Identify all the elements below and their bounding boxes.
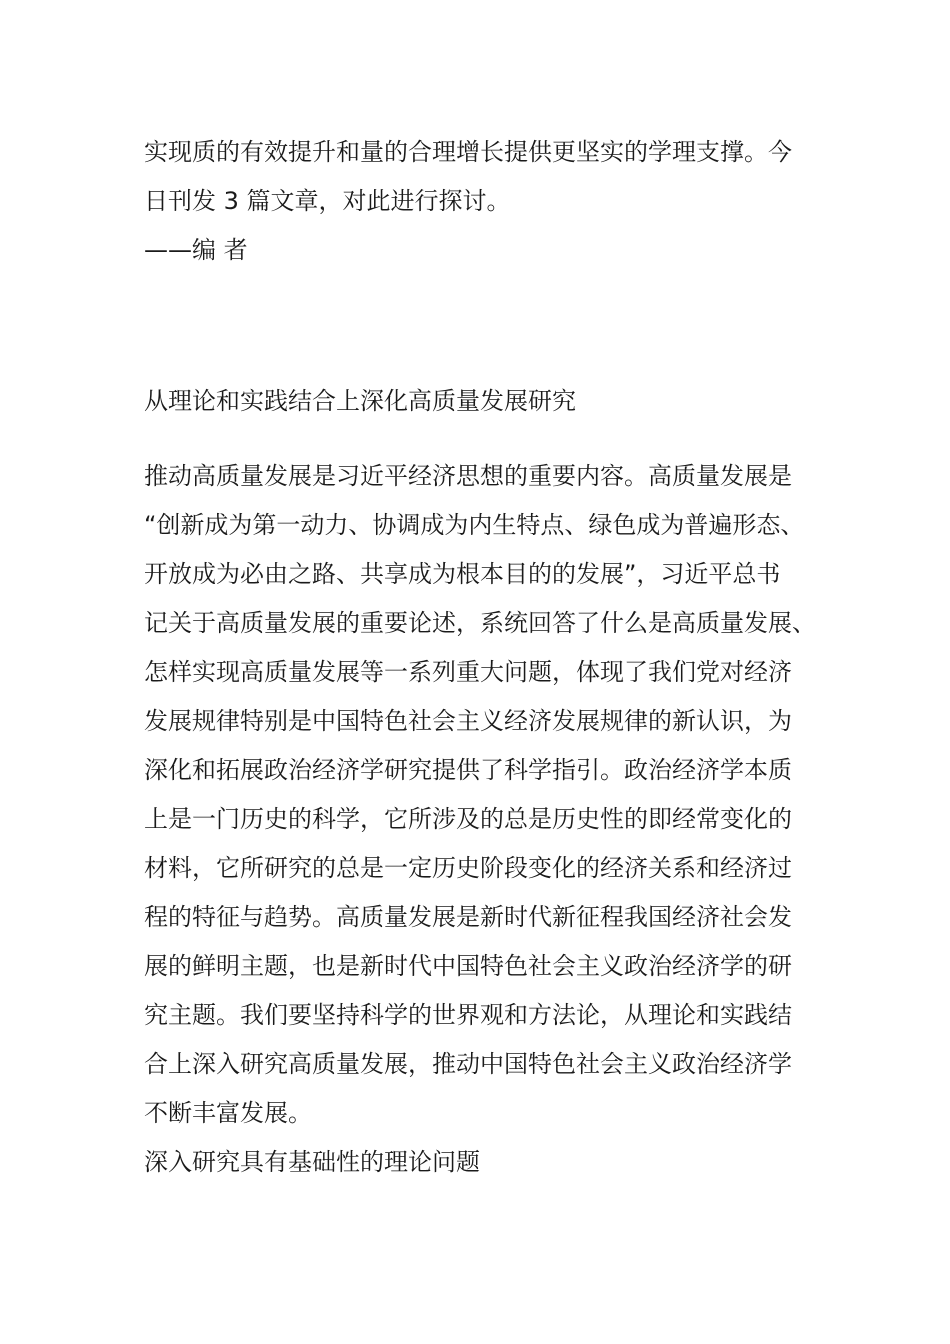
intro-text-line: 实现质的有效提升和量的合理增长提供更坚实的学理支撑。今: [144, 138, 792, 166]
paragraph-line: 上是一门历史的科学，它所涉及的总是历史性的即经常变化的: [144, 805, 792, 833]
paragraph-line: “创新成为第一动力、协调成为内生特点、绿色成为普遍形态、: [144, 511, 805, 539]
paragraph-line: 怎样实现高质量发展等一系列重大问题，体现了我们党对经济: [144, 658, 792, 686]
paragraph-line: 推动高质量发展是习近平经济思想的重要内容。高质量发展是: [144, 462, 792, 490]
paragraph-line: 不断丰富发展。: [144, 1099, 312, 1127]
paragraph-line: 程的特征与趋势。高质量发展是新时代新征程我国经济社会发: [144, 903, 792, 931]
paragraph-line: 发展规律特别是中国特色社会主义经济发展规律的新认识，为: [144, 707, 792, 735]
paragraph-line: 记关于高质量发展的重要论述，系统回答了什么是高质量发展、: [144, 609, 816, 637]
paragraph-line: 开放成为必由之路、共享成为根本目的的发展”，习近平总书: [144, 560, 781, 588]
editor-signature: ——编 者: [144, 236, 248, 264]
paragraph-line: 合上深入研究高质量发展，推动中国特色社会主义政治经济学: [144, 1050, 792, 1078]
intro-text-line: 日刊发 3 篇文章，对此进行探讨。: [144, 187, 511, 215]
paragraph-line: 材料，它所研究的总是一定历史阶段变化的经济关系和经济过: [144, 854, 792, 882]
article-title: 从理论和实践结合上深化高质量发展研究: [144, 387, 576, 415]
paragraph-line: 展的鲜明主题，也是新时代中国特色社会主义政治经济学的研: [144, 952, 792, 980]
paragraph-line: 究主题。我们要坚持科学的世界观和方法论，从理论和实践结: [144, 1001, 792, 1029]
section-heading: 深入研究具有基础性的理论问题: [144, 1148, 480, 1176]
paragraph-line: 深化和拓展政治经济学研究提供了科学指引。政治经济学本质: [144, 756, 792, 784]
